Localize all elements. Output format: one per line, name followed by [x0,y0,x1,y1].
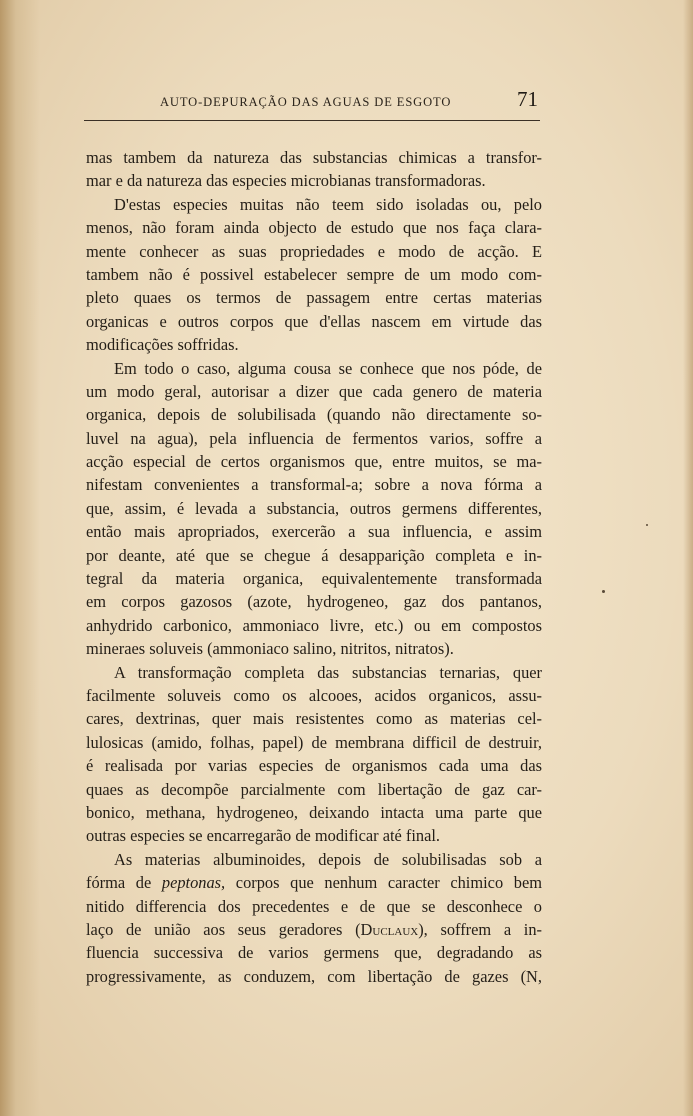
text-line: Em todo o caso, alguma cousa se conhece que nos póde, de [114,358,542,378]
text-line: então mais apropriados, exercerão a sua influencia, e assim [86,522,542,542]
text-line: cares, dextrinas, quer mais resistentes como as materias cel- [86,709,542,729]
text-line: mineraes soluveis (ammoniaco salino, nitritos, nitratos). [86,639,454,659]
text-line: anhydrido carbonico, ammoniaco livre, etc.) ou em compostos [86,615,542,635]
text-line: bonico, methana, hydrogeneo, deixando intacta uma parte que [86,802,542,822]
text-line: mas tambem da natureza das substancias chimicas a transfor- [86,148,542,167]
text-line: por deante, até que se chegue á desapparição completa e in- [86,545,542,565]
text-line: tegral da materia organica, equivalentemente transformada [86,569,542,589]
text-line: nifestam convenientes a transformal-a; sobre a nova fórma a [86,475,542,495]
text-line [86,871,542,894]
text-run: nitido differencia dos precedentes e de que se desconhece o [86,896,542,916]
text-line: luvel na agua), pela influencia de fermentos varios, soffre a [86,428,542,448]
paper-speck [602,590,605,593]
spine-shadow [0,0,40,1116]
text-line [86,941,542,964]
text-line: mente conhecer as suas propriedades e modo de acção. E [86,241,542,261]
text-line: D'estas especies muitas não teem sido isoladas ou, pelo [114,194,542,214]
text-run: ), soffrem a in- [418,919,542,939]
emphasis-peptonas: peptonas, [161,873,226,893]
text-run: corpos que nenhum caracter chimico bem [225,873,542,893]
paragraph-4 [86,661,542,848]
text-line [86,965,542,988]
text-line: outras especies se encarregarão de modificar até final. [86,826,441,846]
text-line [86,895,542,918]
paragraph-2 [86,193,542,357]
text-line: é realisada por varias especies de organismos cada uma das [86,756,542,776]
text-run: fluencia successiva de varios germens que, degradando as [86,943,542,963]
text-line: quaes as decompõe parcialmente com libertação de gaz car- [86,779,542,799]
author-citation: Duclaux [360,919,419,939]
text-line: organica, depois de solubilisada (quando não directamente so- [86,405,542,425]
text-line: em corpos gazosos (azote, hydrogeneo, gaz dos pantanos, [86,592,542,612]
page-number: 71 [517,87,538,111]
header-rule [84,120,540,121]
running-head: AUTO-DEPURAÇÃO DAS AGUAS DE ESGOTO [160,95,452,109]
text-line: pleto quaes os termos de passagem entre certas materias [86,288,542,308]
paragraph-1 [86,146,542,193]
text-line [86,918,542,941]
text-run: progressivamente, as conduzem, com libertação de gazes (N, [86,966,542,986]
paper-speck [646,524,648,526]
text-line: um modo geral, autorisar a dizer que cada genero de materia [86,381,542,401]
text-line: acção especial de certos organismos que, entre muitos, se ma- [86,452,542,472]
page-header [84,87,540,117]
body-text [86,146,542,988]
text-line: modificações soffridas. [86,335,239,355]
text-line: lulosicas (amido, folhas, papel) de membrana difficil de destruir, [86,732,542,752]
text-line: facilmente soluveis como os alcooes, acidos organicos, assu- [86,685,542,705]
text-run: fórma de [86,873,162,893]
text-line: A transformação completa das substancias ternarias, quer [114,662,542,682]
text-line: que, assim, é levada a substancia, outros germens differentes, [86,498,542,518]
text-line: mar e da natureza das especies microbianas transformadoras. [86,171,486,191]
text-line [86,848,542,871]
text-run: laço de união aos seus geradores ( [86,919,361,939]
page-edge [683,0,693,1116]
text-line: tambem não é possivel estabelecer sempre de um modo com- [86,264,542,284]
paragraph-3 [86,357,542,661]
text-run: As materias albuminoides, depois de solubilisadas sob a [114,849,542,869]
text-line: organicas e outros corpos que d'ellas nascem em virtude das [86,311,542,331]
paragraph-5 [86,848,542,988]
text-line: menos, não foram ainda objecto de estudo que nos faça clara- [86,218,542,238]
